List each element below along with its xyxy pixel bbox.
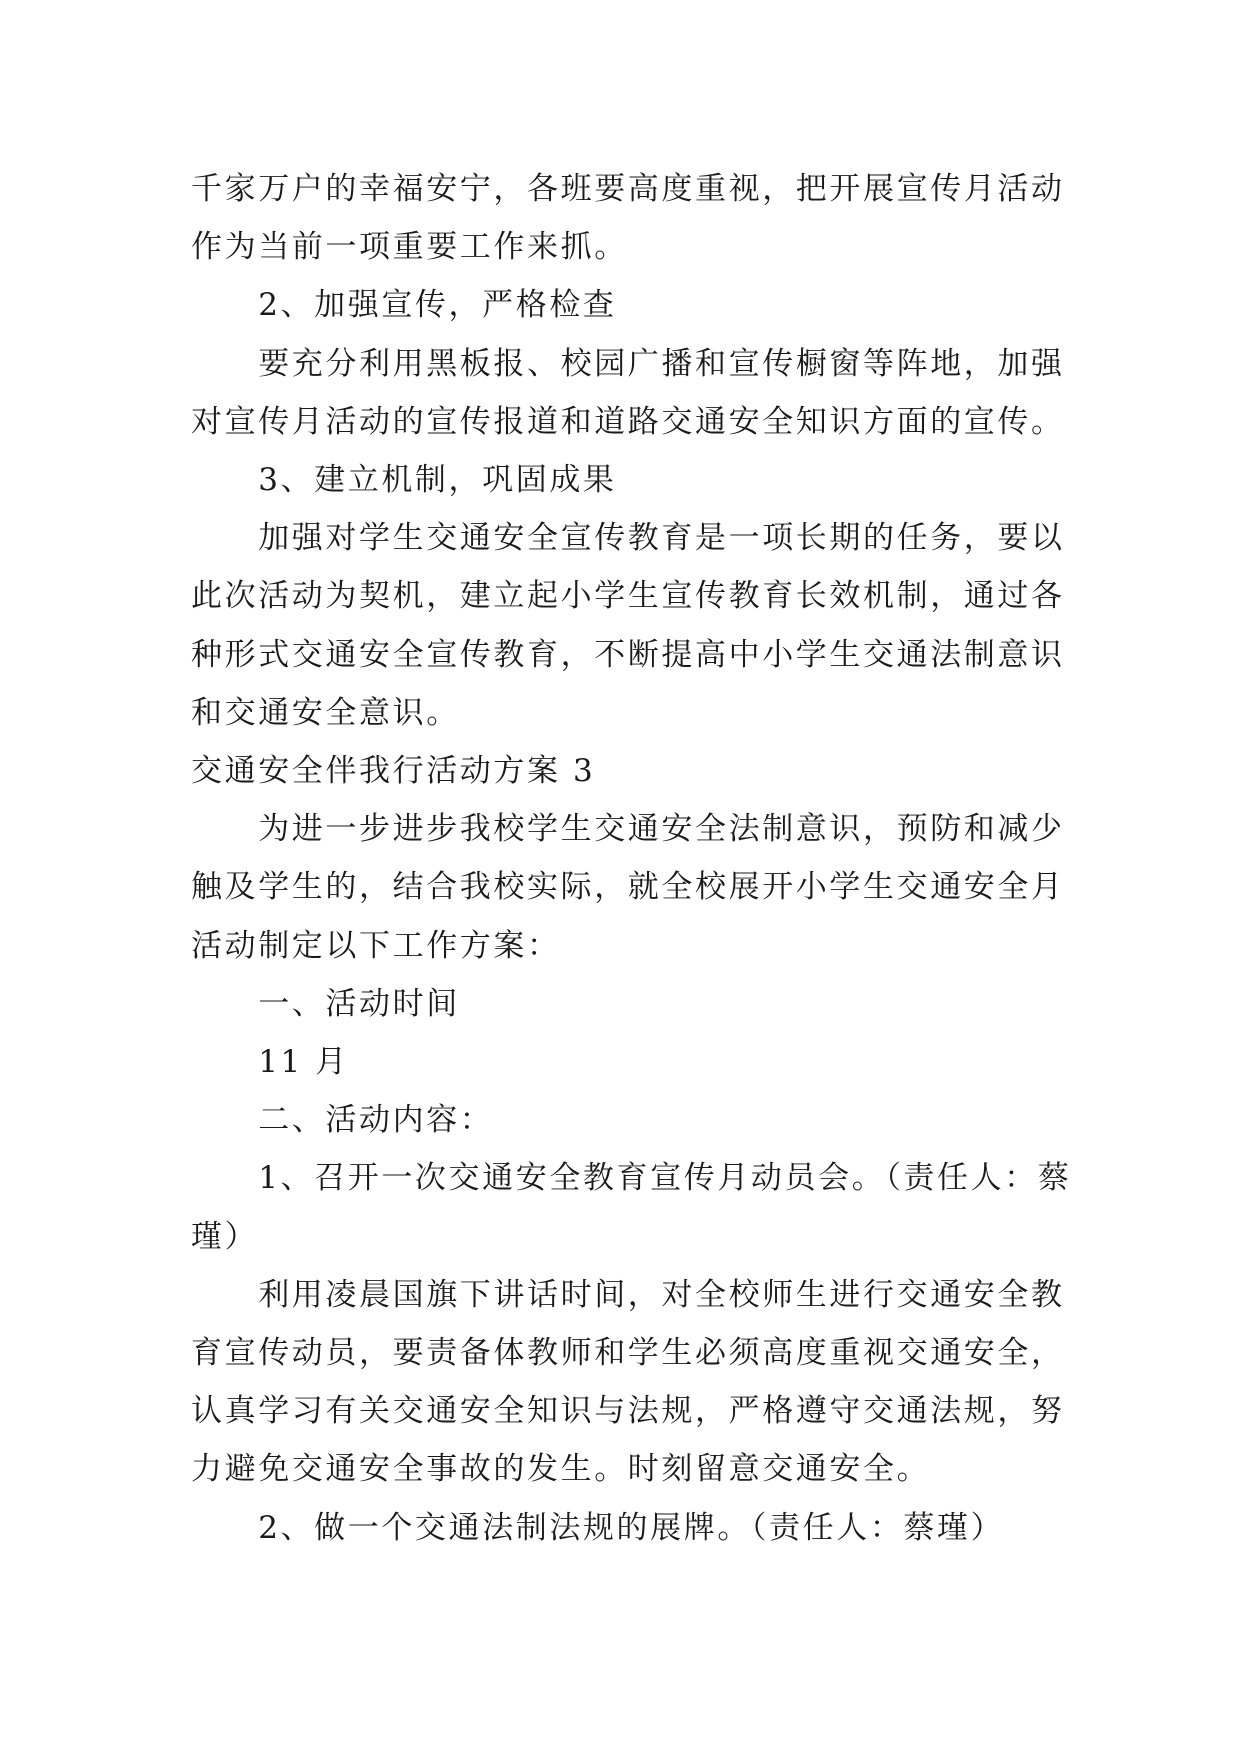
text-line: 此次活动为契机，建立起小学生宣传教育长效机制，通过各: [191, 578, 1065, 615]
text-line: 加强对学生交通安全宣传教育是一项长期的任务，要以: [191, 520, 1065, 557]
text-line: 11 月: [191, 1044, 349, 1081]
text-line: 育宣传动员，要责备体教师和学生必须高度重视交通安全，: [191, 1335, 1065, 1372]
text-line: 1、召开一次交通安全教育宣传月动员会。（责任人：蔡: [191, 1160, 1072, 1197]
document-body: [191, 160, 1071, 1557]
text-line: 种形式交通安全宣传教育，不断提高中小学生交通法制意识: [191, 636, 1065, 673]
text-line: 要充分利用黑板报、校园广播和宣传橱窗等阵地，加强: [191, 345, 1065, 382]
text-line: 活动制定以下工作方案：: [191, 927, 561, 964]
section-heading: 3、建立机制，巩固成果: [191, 462, 617, 499]
text-line: 利用凌晨国旗下讲话时间，对全校师生进行交通安全教: [191, 1276, 1065, 1313]
text-line: 认真学习有关交通安全知识与法规，严格遵守交通法规，努: [191, 1393, 1065, 1430]
text-line: 对宣传月活动的宣传报道和道路交通安全知识方面的宣传。: [191, 403, 1065, 440]
section-heading: 一、活动时间: [191, 985, 460, 1022]
section-heading: 二、活动内容：: [191, 1102, 494, 1139]
section-heading: 2、加强宣传，严格检查: [191, 287, 617, 324]
text-line: 触及学生的，结合我校实际，就全校展开小学生交通安全月: [191, 869, 1065, 906]
document-title: 交通安全伴我行活动方案 3: [191, 753, 596, 790]
text-line: 力避免交通安全事故的发生。时刻留意交通安全。: [191, 1451, 931, 1488]
text-line: 瑾）: [191, 1218, 259, 1255]
text-line: 千家万户的幸福安宁，各班要高度重视，把开展宣传月活动: [191, 171, 1065, 207]
text-line: 作为当前一项重要工作来抓。: [191, 229, 628, 266]
text-line: 2、做一个交通法制法规的展牌。（责任人：蔡瑾）: [191, 1509, 1005, 1546]
text-line: 为进一步进步我校学生交通安全法制意识，预防和减少: [191, 811, 1065, 848]
text-line: 和交通安全意识。: [191, 694, 460, 731]
